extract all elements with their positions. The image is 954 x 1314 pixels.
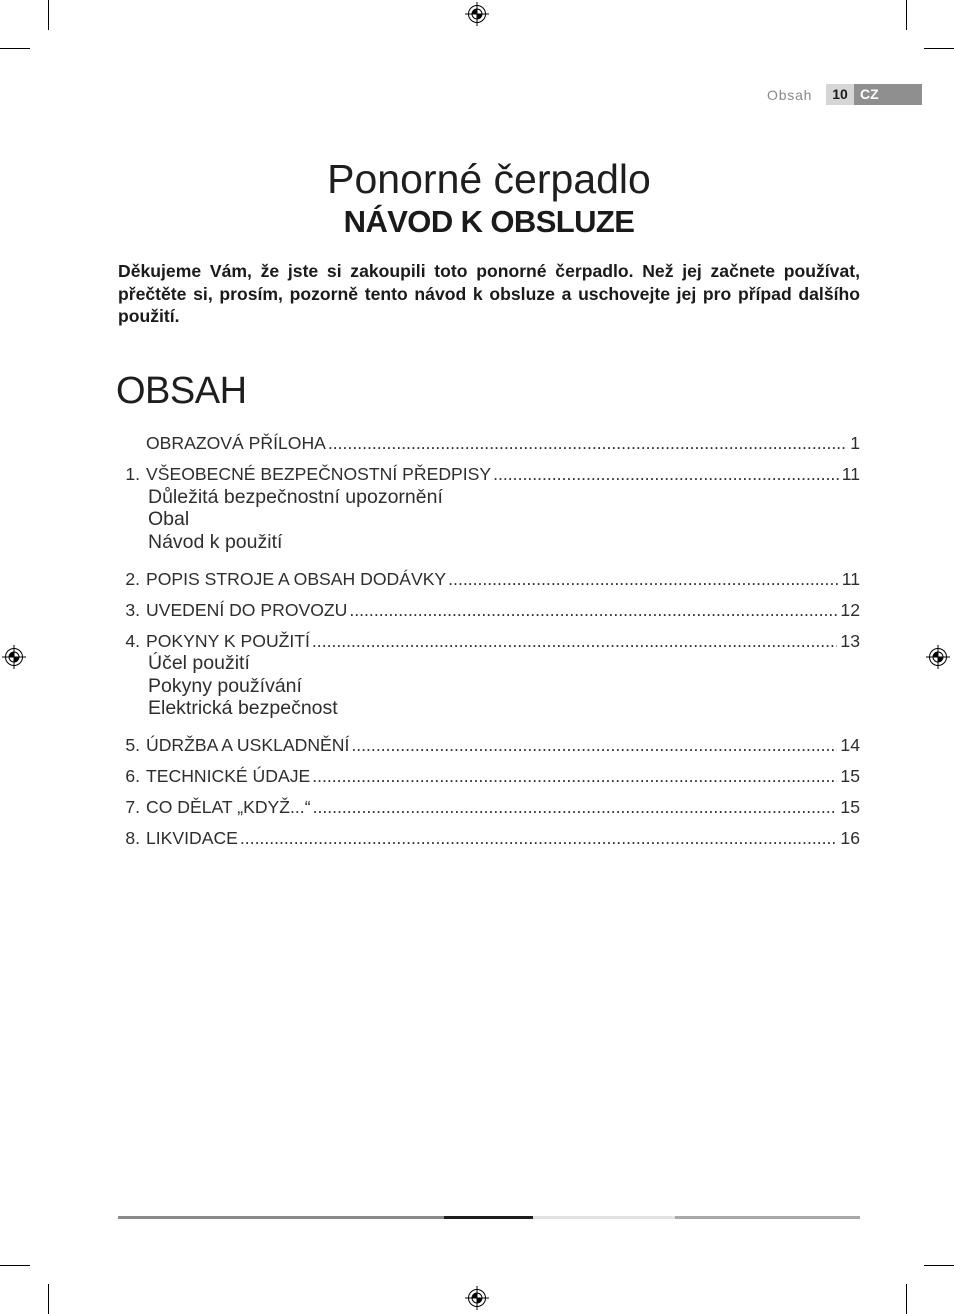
language-code: CZ bbox=[854, 84, 922, 105]
toc-entry-title: LIKVIDACE bbox=[146, 828, 238, 848]
toc-entry-title: POPIS STROJE A OBSAH DODÁVKY bbox=[146, 568, 447, 589]
toc-entry-page: 15 bbox=[840, 766, 860, 786]
dot-leader bbox=[349, 599, 837, 622]
document-title: NÁVOD K OBSLUZE bbox=[343, 204, 635, 239]
toc-row bbox=[118, 827, 860, 850]
toc-entry-title: TECHNICKÉ ÚDAJE bbox=[146, 766, 311, 786]
crop-mark bbox=[924, 1265, 954, 1266]
intro-paragraph: Děkujeme Vám, že jste si zakoupili toto ponorné čerpadlo. Než jej začnete používat, přečtěte si, prosím, pozorně tento návod k obsluze a uschovejte jej pro případ dalšího použití. bbox=[118, 261, 860, 326]
toc-entry-number: 7. bbox=[125, 797, 140, 817]
footer-rule-segment bbox=[118, 1216, 444, 1219]
toc-entry-title: VŠEOBECNÉ BEZPEČNOSTNÍ PŘEDPISY bbox=[146, 464, 492, 484]
toc-row bbox=[118, 463, 860, 486]
toc-entry bbox=[118, 432, 860, 455]
toc-entry-number: 6. bbox=[125, 766, 140, 786]
toc-row bbox=[118, 796, 860, 819]
dot-leader bbox=[448, 568, 839, 591]
toc-subentry: Důležitá bezpečnostní upozornění bbox=[148, 485, 443, 508]
toc-entry-number: 1. bbox=[125, 464, 140, 484]
toc-entry bbox=[118, 796, 860, 819]
toc-row bbox=[118, 599, 860, 622]
footer-rule-segment bbox=[675, 1216, 860, 1219]
toc-subentry: Účel použití bbox=[148, 652, 250, 674]
dot-leader bbox=[312, 630, 838, 653]
dot-leader bbox=[313, 796, 838, 819]
toc-entry-page: 15 bbox=[840, 797, 860, 817]
toc-row bbox=[118, 765, 860, 788]
registration-mark-icon bbox=[2, 645, 26, 669]
crop-mark bbox=[48, 1284, 49, 1314]
dot-leader bbox=[312, 765, 837, 788]
toc-entry-page: 11 bbox=[841, 568, 860, 589]
crop-mark bbox=[0, 1265, 30, 1266]
registration-mark-icon bbox=[465, 2, 489, 26]
toc-subentry: Obal bbox=[148, 508, 190, 530]
toc-entry-number: 3. bbox=[125, 599, 140, 620]
crop-mark bbox=[906, 0, 907, 30]
dot-leader bbox=[328, 432, 847, 455]
toc-entry bbox=[118, 630, 860, 720]
toc-entry-title: OBRAZOVÁ PŘÍLOHA bbox=[146, 433, 326, 453]
toc-subentry: Elektrická bezpečnost bbox=[148, 697, 338, 719]
crop-mark bbox=[48, 0, 49, 30]
toc-entry-title: CO DĚLAT „KDYŽ...“ bbox=[146, 797, 311, 817]
toc-entry bbox=[118, 568, 860, 591]
toc-entry-page: 14 bbox=[840, 735, 860, 755]
toc-entry-number: 4. bbox=[125, 630, 140, 651]
toc-entry bbox=[118, 463, 860, 553]
table-of-contents bbox=[118, 432, 860, 850]
toc-entry-page: 12 bbox=[840, 599, 860, 620]
toc-entry-number: 8. bbox=[125, 828, 140, 848]
toc-row bbox=[118, 630, 860, 653]
toc-entry-title: POKYNY K POUŽITÍ bbox=[146, 630, 310, 651]
dot-leader bbox=[351, 734, 837, 757]
footer-rule-segment bbox=[533, 1216, 675, 1219]
page-number: 10 bbox=[826, 84, 854, 105]
toc-entry-title: ÚDRŽBA A USKLADNĚNÍ bbox=[146, 735, 350, 755]
dot-leader bbox=[493, 463, 839, 486]
registration-mark-icon bbox=[465, 1286, 489, 1310]
toc-subentry: Pokyny používání bbox=[148, 674, 302, 697]
crop-mark bbox=[924, 48, 954, 49]
toc-row bbox=[118, 734, 860, 757]
toc-entry-number: 2. bbox=[125, 568, 140, 589]
toc-entry-title: UVEDENÍ DO PROVOZU bbox=[146, 599, 348, 620]
toc-row bbox=[118, 568, 860, 591]
toc-entry-page: 16 bbox=[840, 828, 860, 848]
toc-entry-number: 5. bbox=[125, 735, 140, 755]
contents-heading: OBSAH bbox=[116, 370, 247, 412]
toc-row bbox=[118, 432, 860, 455]
toc-entry bbox=[118, 827, 860, 850]
toc-subentry: Návod k použití bbox=[148, 530, 283, 553]
toc-entry-page: 13 bbox=[840, 630, 860, 651]
footer-rule-segment bbox=[444, 1216, 533, 1219]
crop-mark bbox=[906, 1284, 907, 1314]
product-title: Ponorné čerpadlo bbox=[327, 156, 651, 202]
crop-mark bbox=[0, 48, 30, 49]
toc-entry bbox=[118, 734, 860, 757]
registration-mark-icon bbox=[926, 645, 950, 669]
toc-entry bbox=[118, 765, 860, 788]
toc-entry bbox=[118, 599, 860, 622]
dot-leader bbox=[240, 827, 838, 850]
toc-entry-page: 11 bbox=[841, 464, 860, 484]
toc-entry-page: 1 bbox=[850, 433, 860, 453]
section-name: Obsah bbox=[767, 87, 813, 103]
